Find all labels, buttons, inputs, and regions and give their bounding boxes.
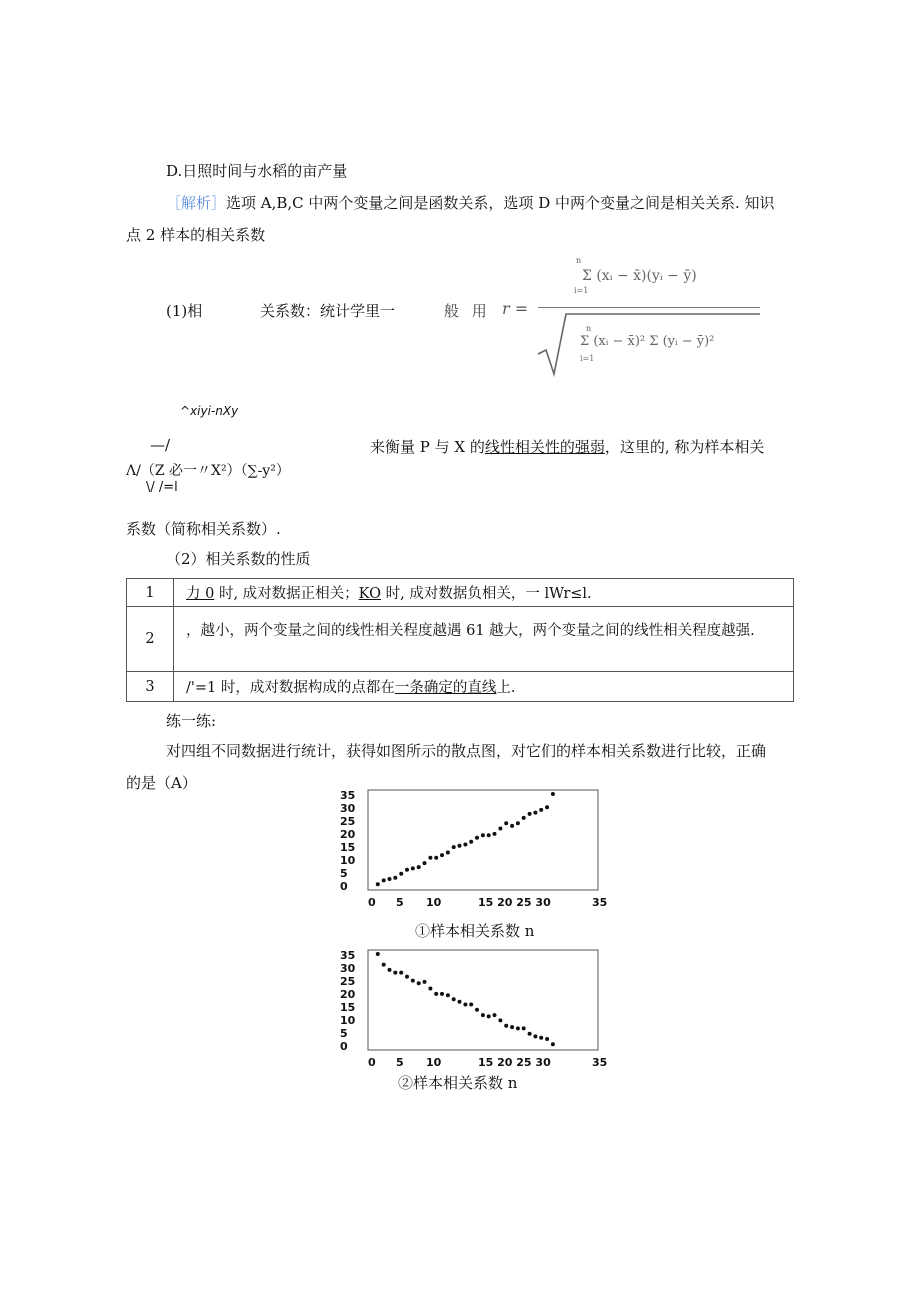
row1-text-1: 时, 成对数据正相关；	[214, 586, 359, 602]
x-tick-label: 5	[396, 1056, 404, 1069]
measure-a: 来衡量 P 与 X 的	[370, 438, 485, 456]
scatter-point	[539, 1036, 543, 1040]
row-content	[174, 672, 794, 702]
row2-text: ，越小，两个变量之间的线性相关程度越遇 61 越大，两个变量之间的线性相关程度越强.	[186, 623, 755, 639]
option-d: D.日照时间与水稻的亩产量	[166, 162, 348, 180]
scatter-point	[487, 833, 491, 837]
plot-frame	[368, 950, 598, 1050]
scatter-point	[504, 1024, 508, 1028]
row-content	[174, 579, 794, 607]
y-tick-label: 20	[340, 828, 356, 841]
y-tick-label: 35	[340, 789, 356, 802]
y-tick-label: 15	[340, 1001, 356, 1014]
scatter-point	[393, 876, 397, 880]
scatter-point	[452, 845, 456, 849]
row3-text-2: 上.	[496, 680, 516, 696]
scatter-point	[423, 861, 427, 865]
scatter-point	[376, 952, 380, 956]
analysis-text: 选项 A,B,C 中两个变量之间是函数关系，选项 D 中两个变量之间是相关关系. 知识	[226, 194, 775, 212]
y-tick-label: 0	[340, 880, 348, 893]
measure-underlined: 线性相关性的强弱	[484, 438, 605, 456]
x-tick-label: 15 20 25 30	[478, 896, 551, 909]
chart-2-caption: ②样本相关系数 n	[398, 1074, 518, 1092]
scatter-point	[428, 856, 432, 860]
garbled-4: \/ /=l	[146, 480, 178, 495]
definition-mid: 关系数：统计学里一	[260, 302, 396, 320]
scatter-point	[551, 1042, 555, 1046]
scatter-point	[411, 979, 415, 983]
scatter-point	[493, 832, 497, 836]
scatter-point	[528, 1032, 532, 1036]
r-equals: r =	[502, 299, 529, 318]
row-content	[174, 607, 794, 672]
row1-underline-1: 力 0	[186, 586, 215, 602]
row1-underline-2: KO	[358, 586, 382, 602]
y-tick-label: 25	[340, 815, 356, 828]
analysis-tag: ［解析］	[166, 194, 227, 212]
scatter-2-svg	[340, 948, 610, 1073]
x-tick-label: 0	[368, 1056, 376, 1069]
y-tick-label: 5	[340, 867, 348, 880]
x-tick-label: 35	[592, 1056, 608, 1069]
scatter-point	[545, 805, 549, 809]
scatter-point	[417, 981, 421, 985]
scatter-point	[382, 878, 386, 882]
sum-top-den: n	[586, 324, 592, 333]
x-tick-label: 10	[426, 896, 442, 909]
chart-1-caption: ①样本相关系数 n	[415, 922, 535, 940]
scatter-point	[469, 1003, 473, 1007]
scatter-point	[528, 812, 532, 816]
knowledge-point-2: 点 2 样本的相关系数	[126, 226, 266, 244]
scatter-point	[475, 836, 479, 840]
definition-prefix: (1)相	[166, 302, 203, 320]
scatter-point	[411, 866, 415, 870]
properties-title: （2）相关系数的性质	[166, 550, 311, 568]
measure-b: ，这里的, 称为样本相关	[604, 438, 765, 456]
practice-title: 练一练:	[166, 712, 217, 730]
scatter-point	[481, 1013, 485, 1017]
question-line-2: 的是（A）	[126, 774, 197, 792]
scatter-point	[498, 827, 502, 831]
garbled-2: —/	[150, 436, 171, 454]
row-number: 1	[127, 579, 174, 607]
scatter-point	[393, 971, 397, 975]
table-row	[127, 607, 794, 672]
scatter-point	[399, 872, 403, 876]
scatter-point	[463, 1003, 467, 1007]
garbled-1: ^xiyi-nXy	[180, 404, 239, 418]
scatter-point	[498, 1018, 502, 1022]
row3-underline: 一条确定的直线	[394, 680, 497, 696]
scatter-point	[376, 882, 380, 886]
scatter-point	[434, 856, 438, 860]
scatter-point	[399, 971, 403, 975]
scatter-point	[440, 853, 444, 857]
scatter-point	[417, 865, 421, 869]
x-tick-label: 0	[368, 896, 376, 909]
scatter-point	[469, 840, 473, 844]
row3-text-1: /'=1 时，成对数据构成的点都在	[186, 680, 395, 696]
row1-text-2: 时, 成对数据负相关，一 lWr≤l.	[381, 586, 592, 602]
y-tick-label: 25	[340, 975, 356, 988]
scatter-point	[522, 1026, 526, 1030]
table-row	[127, 579, 794, 607]
scatter-point	[382, 963, 386, 967]
y-tick-label: 10	[340, 1014, 356, 1027]
sum-bottom-num: i=1	[574, 286, 589, 295]
definition-general: 般 用	[444, 302, 491, 320]
scatter-point	[405, 975, 409, 979]
scatter-point	[510, 824, 514, 828]
scatter-point	[516, 1026, 520, 1030]
measure-line	[370, 436, 764, 457]
scatter-chart-2	[340, 948, 610, 1073]
scatter-point	[487, 1014, 491, 1018]
scatter-point	[522, 816, 526, 820]
scatter-point	[510, 1025, 514, 1029]
scatter-point	[533, 1034, 537, 1038]
definition-suffix: 系数（简称相关系数）.	[126, 520, 281, 538]
scatter-point	[551, 792, 555, 796]
scatter-1-svg	[340, 786, 610, 916]
y-tick-label: 5	[340, 1027, 348, 1040]
scatter-point	[423, 980, 427, 984]
x-tick-label: 5	[396, 896, 404, 909]
correlation-formula	[536, 252, 762, 382]
question-line-1: 对四组不同数据进行统计，获得如图所示的散点图，对它们的样本相关系数进行比较，正确	[166, 742, 767, 760]
scatter-point	[463, 843, 467, 847]
y-tick-label: 0	[340, 1040, 348, 1053]
scatter-point	[440, 992, 444, 996]
properties-table	[126, 578, 794, 702]
scatter-point	[388, 877, 392, 881]
scatter-point	[475, 1008, 479, 1012]
analysis-line-1	[166, 192, 775, 213]
table-row	[127, 672, 794, 702]
scatter-point	[428, 987, 432, 991]
scatter-point	[446, 993, 450, 997]
scatter-point	[446, 851, 450, 855]
y-tick-label: 35	[340, 949, 356, 962]
fraction-bar	[538, 307, 760, 308]
scatter-point	[493, 1013, 497, 1017]
sum-bottom-den: i=1	[580, 354, 595, 363]
x-tick-label: 15 20 25 30	[478, 1056, 551, 1069]
scatter-point	[539, 808, 543, 812]
y-tick-label: 20	[340, 988, 356, 1001]
x-tick-label: 35	[592, 896, 608, 909]
scatter-point	[545, 1037, 549, 1041]
sum-top-num: n	[576, 256, 582, 265]
x-tick-label: 10	[426, 1056, 442, 1069]
garbled-3: Λ/（Z 必一〃X²）（∑-y²）	[126, 463, 290, 479]
scatter-point	[434, 992, 438, 996]
y-tick-label: 10	[340, 854, 356, 867]
scatter-point	[504, 821, 508, 825]
formula-numerator: Σ (xᵢ − x̄)(yᵢ − ȳ)	[582, 268, 697, 284]
scatter-point	[405, 868, 409, 872]
scatter-point	[481, 833, 485, 837]
scatter-point	[458, 1000, 462, 1004]
row-number: 3	[127, 672, 174, 702]
y-tick-label: 30	[340, 962, 356, 975]
y-tick-label: 30	[340, 802, 356, 815]
scatter-point	[458, 844, 462, 848]
y-tick-label: 15	[340, 841, 356, 854]
formula-denominator: Σ (xᵢ − x̄)² Σ (yᵢ − ȳ)²	[580, 334, 715, 349]
scatter-point	[533, 811, 537, 815]
scatter-point	[388, 968, 392, 972]
scatter-point	[452, 997, 456, 1001]
scatter-chart-1	[340, 786, 610, 916]
scatter-point	[516, 821, 520, 825]
row-number: 2	[127, 607, 174, 672]
